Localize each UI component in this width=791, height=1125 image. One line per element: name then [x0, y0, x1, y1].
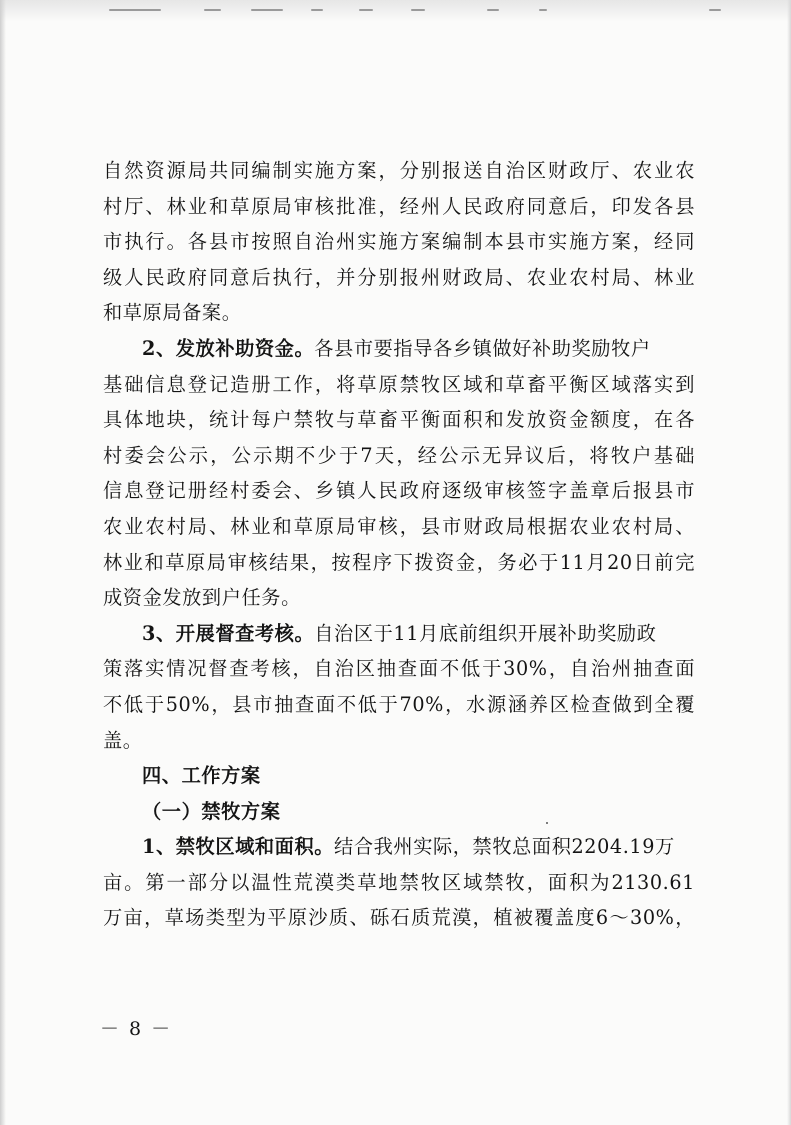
scan-edge-left [0, 0, 6, 1125]
section-3-first-line [103, 616, 695, 652]
paragraph-line: 林业和草原局审核结果，按程序下拨资金，务必于11月20日前完 [103, 550, 695, 574]
section-2-title: 2、发放补助资金。 [142, 336, 315, 360]
paragraph-line: 万亩，草场类型为平原沙质、砾石质荒漠，植被覆盖度6～30%， [103, 906, 695, 930]
document-body [103, 153, 695, 936]
section-ban-title: 1、禁牧区域和面积。 [142, 835, 335, 859]
paragraph-line: 自然资源局共同编制实施方案，分别报送自治区财政厅、农业农 [103, 159, 695, 182]
page-number: － 8 － [100, 1018, 173, 1040]
paragraph-line: 村厅、林业和草原局审核批准，经州人民政府同意后，印发各县 [103, 194, 695, 218]
paragraph-line: 农业农村局、林业和草原局审核，县市财政局根据农业农村局、 [103, 514, 695, 538]
subheading-ban-plan: （一）禁牧方案 [142, 799, 281, 823]
scan-artifact-dashes [20, 6, 760, 14]
scan-edge-right [787, 0, 791, 1125]
paragraph-line: 策落实情况督查考核，自治区抽查面不低于30%，自治州抽查面 [103, 657, 695, 681]
paragraph-line: 基础信息登记造册工作，将草原禁牧区域和草畜平衡区域落实到 [103, 372, 695, 396]
heading-work-plan: 四、工作方案 [142, 764, 261, 788]
paragraph-line: 市执行。各县市按照自治州实施方案编制本县市实施方案，经同 [103, 230, 695, 254]
paragraph-line: 亩。第一部分以温性荒漠类草地禁牧区域禁牧，面积为2130.61 [103, 870, 695, 894]
scan-speck [546, 822, 548, 824]
paragraph-line: 不低于50%，县市抽查面不低于70%，水源涵养区检查做到全覆 [103, 692, 695, 716]
paragraph-line: 信息登记册经村委会、乡镇人民政府逐级审核签字盖章后报县市 [103, 479, 695, 503]
paragraph-line: 村委会公示，公示期不少于7天，经公示无异议后，将牧户基础 [103, 443, 695, 467]
paragraph-line: 成资金发放到户任务。 [103, 586, 301, 610]
paragraph-line: 盖。 [103, 728, 143, 752]
paragraph-line: 级人民政府同意后执行，并分别报州财政局、农业农村局、林业 [103, 265, 695, 289]
section-ban-text: 结合我州实际，禁牧总面积2204.19万 [334, 835, 675, 859]
paragraph-line: 具体地块，统计每户禁牧与草畜平衡面积和发放资金额度，在各 [103, 408, 695, 432]
section-ban-first-line [103, 829, 695, 865]
section-2-first-line [103, 331, 695, 367]
section-2-text: 各县市要指导各乡镇做好补助奖励牧户 [314, 336, 651, 360]
section-3-text: 自治区于11月底前组织开展补助奖励政 [314, 621, 657, 645]
section-3-title: 3、开展督查考核。 [142, 621, 315, 645]
paragraph-line: 和草原局备案。 [103, 301, 242, 325]
